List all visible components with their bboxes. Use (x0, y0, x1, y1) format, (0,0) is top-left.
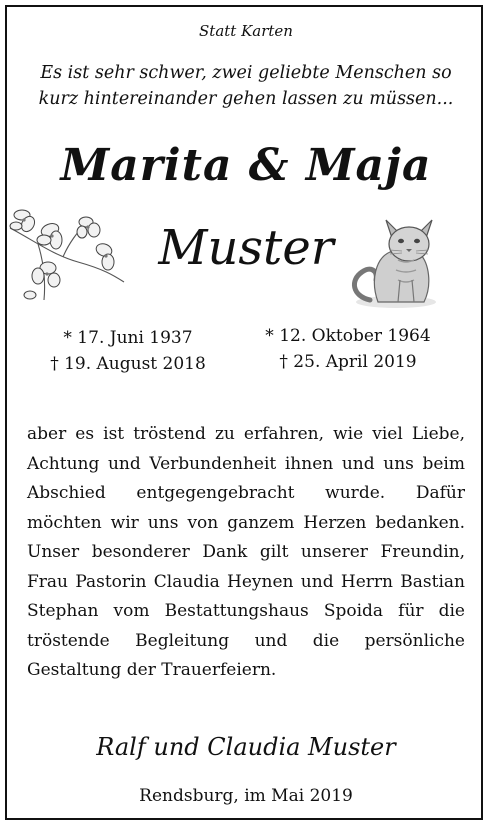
person2-born: * 12. Oktober 1964 (265, 326, 431, 346)
notice-border (5, 5, 483, 820)
orchid-branch-illustration (8, 200, 126, 305)
person1-dates (28, 325, 228, 377)
signature: Ralf und Claudia Muster (96, 733, 396, 761)
person1-died: † 19. August 2018 (50, 354, 206, 374)
person1-born: * 17. Juni 1937 (63, 328, 193, 348)
intro-text: Es ist sehr schwer, zwei geliebte Menschen so kurz hintereinander gehen lassen zu müssen... (38, 63, 454, 109)
place-and-date: Rendsburg, im Mai 2019 (139, 786, 353, 806)
thank-you-text: aber es ist tröstend zu erfahren, wie viel Liebe, Achtung und Verbundenheit ihnen und uns beim Abschied entgegengebracht wurde. Dafür möchten wir uns von ganzem Herzen bedanken. Unser besonderer Dank gilt unserer Freundin, Frau Pastorin Claudia Heynen und Herrn Bastian Stephan vom Bestattungshaus Spoida für die tröstende Begleitung und die persönliche Gestaltung der Trauerfeiern. (27, 424, 465, 680)
deceased-surname: Muster (158, 220, 334, 276)
person2-died: † 25. April 2019 (279, 352, 417, 372)
notice-heading: Statt Karten (199, 22, 293, 40)
deceased-first-names: Marita & Maja (60, 140, 432, 191)
cat-illustration (340, 210, 440, 310)
person2-dates (248, 323, 448, 375)
